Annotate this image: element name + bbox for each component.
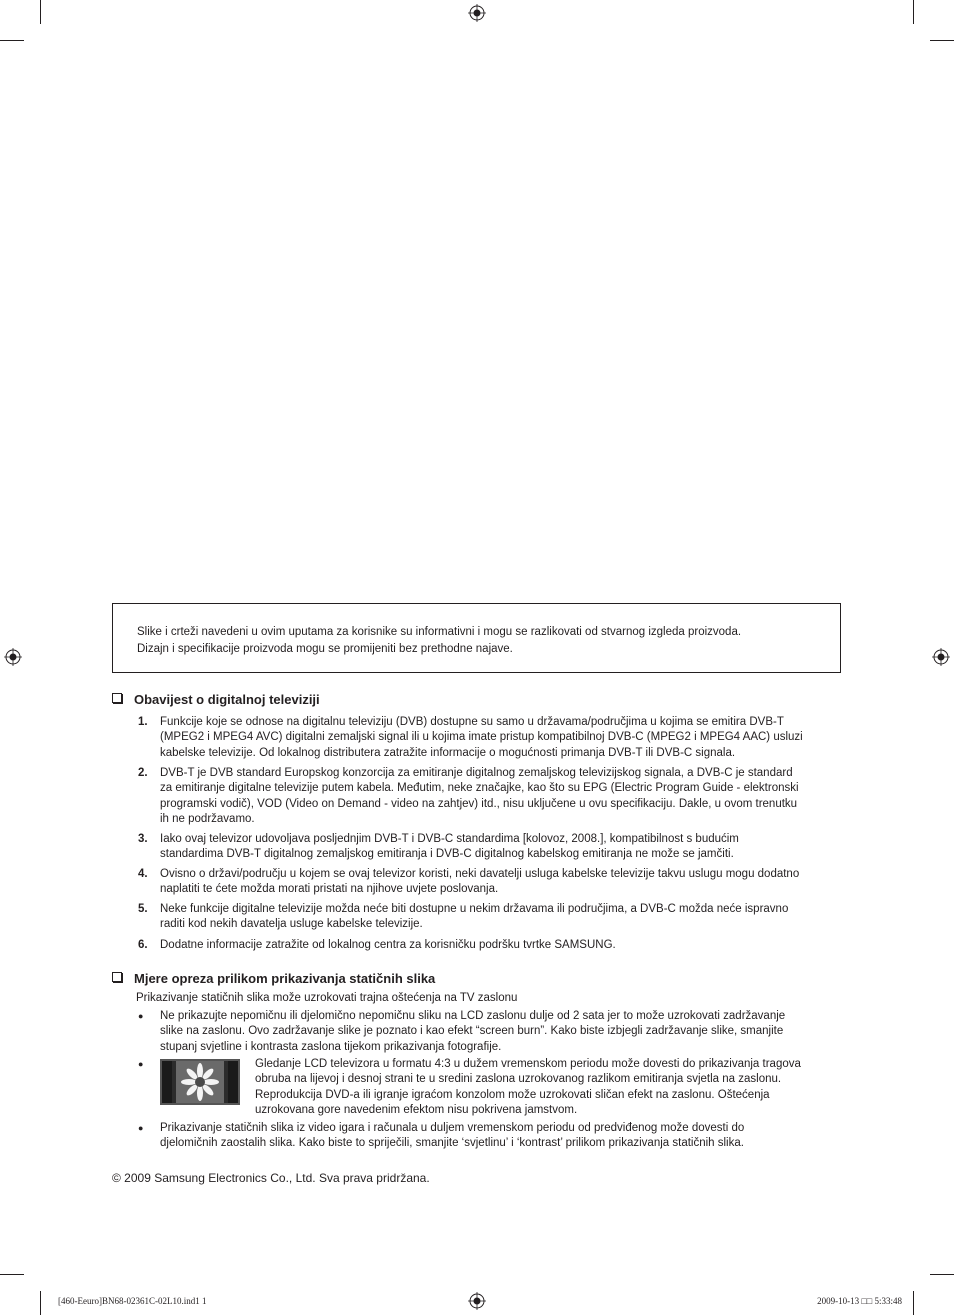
bullet-line: slike na zaslonu. Ovo zadržavanje slike je poznato i kao efekt “screen burn”. Kako biste izbjegli zadržavanje slike, smanjite (160, 1025, 784, 1038)
section-intro: Prikazivanje statičnih slika može uzrokovati trajna oštećenja na TV zaslonu (136, 992, 518, 1004)
section-title-text: Obavijest o digitalnoj televiziji (134, 692, 320, 707)
item-line: standardima DVB-T digitalnog zemaljskog emitiranja i DVB-C digitalnog kabelskog emitiranja ne može se jamčiti. (160, 848, 734, 861)
bullet-text (255, 1057, 828, 1119)
item-line: DVB-T je DVB standard Europskog konzorcija za emitiranje digitalnog zemaljskog televizijskog signala, a DVB-C je standard (160, 767, 793, 779)
bullet-line: obruba na lijevoj i desnoj strani te u sredini zaslona uzrokovanog razlikom emitiranja svjetla na zaslonu. (255, 1073, 782, 1086)
item-number: 4. (138, 868, 148, 880)
crop-mark (40, 1291, 41, 1315)
bullet-line: stupanj svjetline i kontrasta zaslona tijekom prikazivanja fotografije. (160, 1040, 502, 1053)
bullet-text (160, 1009, 828, 1055)
checkbox-square-icon (112, 972, 122, 982)
crop-mark (913, 1291, 914, 1315)
section-title-digital-tv (112, 692, 320, 707)
bullet-line: Prikazivanje statičnih slika iz video igara i računala u duljem vremenskom periodu od predviđenog može dovesti do (160, 1122, 745, 1134)
registration-mark-icon (4, 648, 22, 666)
item-number: 5. (138, 903, 148, 915)
item-line: Iako ovaj televizor udovoljava posljednjim DVB-T i DVB-C standardima [kolovoz, 2008.], kompatibilnost s budućim (160, 833, 739, 845)
registration-mark-icon (468, 1292, 486, 1310)
item-line: Funkcije koje se odnose na digitalnu televiziju (DVB) dostupne su samo u državama/područjima u kojima se emitira DVB-T (160, 716, 784, 728)
print-slug-left: [460-Eeuro]BN68-02361C-02L10.ind1 1 (58, 1296, 207, 1306)
checkbox-square-icon (112, 693, 122, 703)
bullet-line: uzrokovana gore navedenim efektom nisu pokrivena jamstvom. (255, 1104, 578, 1117)
bullet-line: Ne prikazujte nepomičnu ili djelomično nepomičnu sliku na LCD zaslonu dulje od 2 sata jer to može uzrokovati zadržavanje (160, 1010, 786, 1022)
crop-mark (930, 40, 954, 41)
section-title-static-images (112, 971, 435, 986)
item-line: Ovisno o državi/području u kojem se ovaj televizor koristi, neki davatelji usluga kabelske televizije takvu uslugu mogu dodatno (160, 868, 800, 880)
registration-mark-icon (468, 4, 486, 22)
copyright-text: © 2009 Samsung Electronics Co., Ltd. Sva prava pridržana. (112, 1171, 430, 1185)
bullet-line: Gledanje LCD televizora u formatu 4:3 u dužem vremenskom periodu može dovesti do prikazivanja tragova (255, 1058, 801, 1070)
item-line: Neke funkcije digitalne televizije možda neće biti dostupne u nekim državama ili područjima, a DVB-C možda neće ispravno (160, 903, 789, 915)
disclaimer-box (112, 603, 841, 673)
crop-mark (0, 1274, 24, 1275)
section-title-text: Mjere opreza prilikom prikazivanja statičnih slika (134, 971, 436, 986)
print-slug-right: 2009-10-13 □□ 5:33:48 (817, 1296, 902, 1306)
item-line: kabelske televizije. Od lokalnog distributera zatražite informacije o mogućnosti primanja DVB-T ili DVB-C signala. (160, 746, 736, 759)
tv-flower-thumbnail (160, 1059, 240, 1105)
registration-mark-icon (932, 648, 950, 666)
crop-mark (40, 0, 41, 24)
item-line: za emitiranje digitalne televizije putem kabela. Međutim, neke značajke, kao što su EPG (Electric Program Guide - elektronski (160, 782, 799, 795)
item-line: ih ne podržavamo. (160, 813, 255, 826)
disclaimer-line: Dizajn i specifikacije proizvoda mogu se promijeniti bez prethodne najave. (137, 643, 513, 655)
bullet-icon: ● (138, 1123, 144, 1133)
bullet-line: Reprodukcija DVD-a ili igranje igraćom konzolom može uzrokovati sličan efekt na zaslonu. Oštećenja (255, 1088, 770, 1101)
flower-image-icon (162, 1061, 238, 1103)
bullet-line: djelomičnih zaostalih slika. Kako biste to spriječili, smanjite ‘svjetlinu’ i ‘kontrast’ prilikom prikazivanja statičnih slika. (160, 1137, 744, 1150)
item-number: 1. (138, 716, 148, 728)
item-number: 2. (138, 767, 148, 779)
crop-mark (913, 0, 914, 24)
item-number: 3. (138, 833, 148, 845)
item-number: 6. (138, 939, 148, 951)
bullet-text (160, 1121, 828, 1152)
item-line: (MPEG2 i MPEG4 AVC) digitalni zemaljski signal ili u kojima imate pristup kompatibilnoj DVB-C (MPEG2 i MPEG4 AAC) usluzi (160, 731, 803, 744)
item-line: Dodatne informacije zatražite od lokalnog centra za korisničku podršku tvrtke SAMSUNG. (160, 939, 616, 951)
crop-mark (930, 1274, 954, 1275)
bullet-icon: ● (138, 1011, 144, 1021)
item-line: naplatiti te ćete možda morati pristati na njihove uvjete poslovanja. (160, 883, 499, 896)
item-line: raditi kod nekih davatelja usluge kabelske televizije. (160, 918, 423, 931)
bullet-icon: ● (138, 1059, 144, 1069)
item-line: programski vodič), VOD (Video on Demand - video na zahtjev) itd., nisu uključene u ovu specifikaciju. Dakle, u ovom trenutku (160, 797, 798, 810)
disclaimer-line: Slike i crteži navedeni u ovim uputama za korisnike su informativni i mogu se razlikovati od stvarnog izgleda proizvoda. (137, 626, 742, 638)
crop-mark (0, 40, 24, 41)
